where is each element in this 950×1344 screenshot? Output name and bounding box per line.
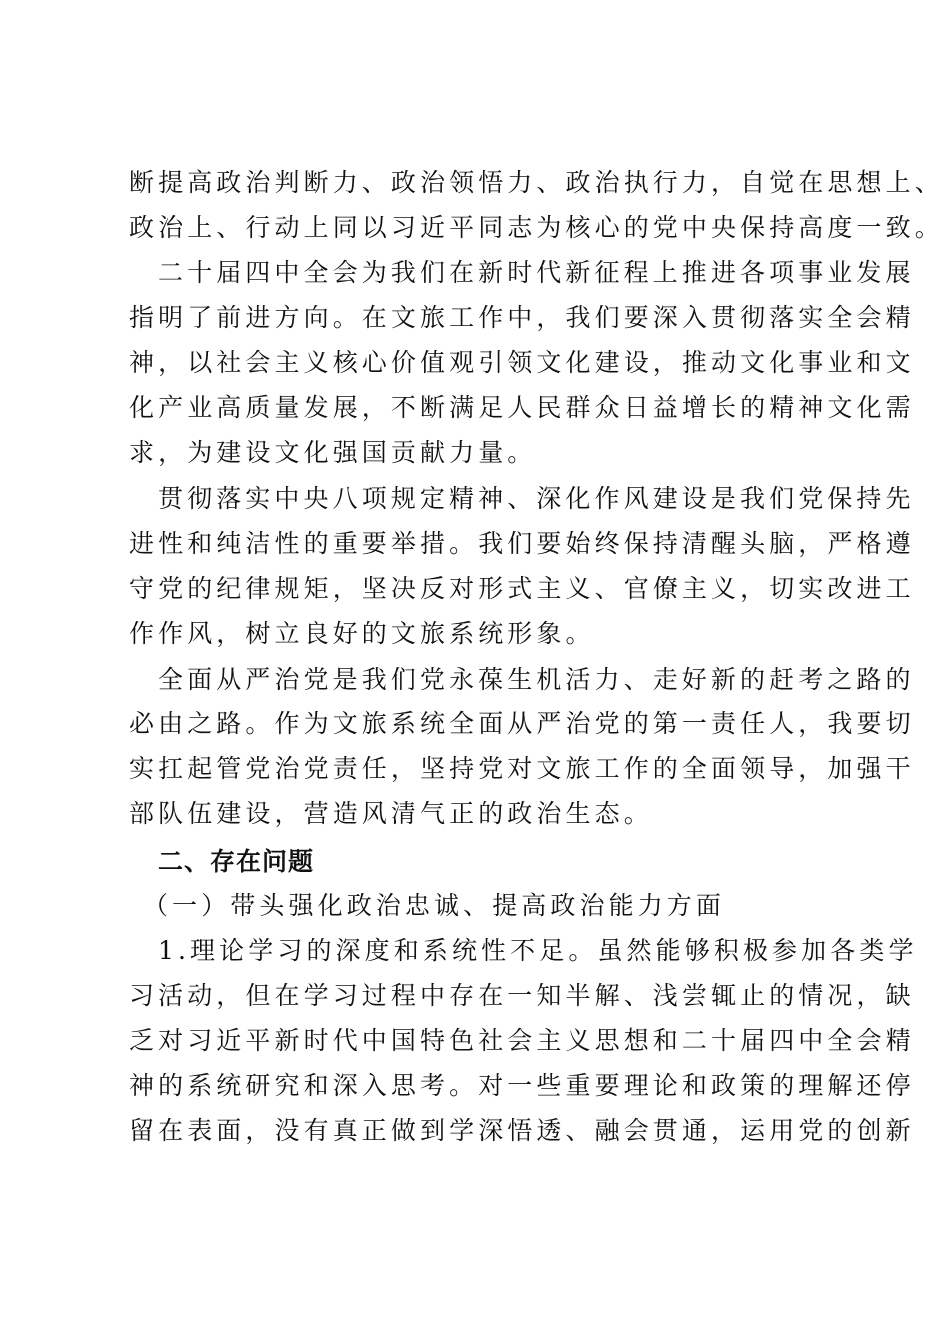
paragraph-line: 守党的纪律规矩，坚决反对形式主义、官僚主义，切实改进工	[129, 574, 915, 603]
paragraph-line: 进性和纯洁性的重要举措。我们要始终保持清醒头脑，严格遵	[129, 529, 915, 558]
subsection-heading: （一）带头强化政治忠诚、提高政治能力方面	[143, 891, 726, 920]
paragraph-line: 指明了前进方向。在文旅工作中，我们要深入贯彻落实全会精	[129, 303, 915, 332]
paragraph-line: 实扛起管党治党责任，坚持党对文旅工作的全面领导，加强干	[129, 754, 915, 783]
paragraph-first-line: 全面从严治党是我们党永葆生机活力、走好新的赶考之路的	[158, 665, 915, 694]
paragraph-line: 神，以社会主义核心价值观引领文化建设，推动文化事业和文	[129, 348, 915, 377]
paragraph-line: 断提高政治判断力、政治领悟力、政治执行力，自觉在思想上、	[129, 168, 944, 197]
paragraph-line: 乏对习近平新时代中国特色社会主义思想和二十届四中全会精	[129, 1026, 915, 1055]
paragraph-line: 求，为建设文化强国贡献力量。	[129, 438, 537, 467]
paragraph-line: 神的系统研究和深入思考。对一些重要理论和政策的理解还停	[129, 1071, 915, 1100]
paragraph-first-line: 二十届四中全会为我们在新时代新征程上推进各项事业发展	[158, 258, 915, 287]
paragraph-line: 政治上、行动上同以习近平同志为核心的党中央保持高度一致。	[129, 213, 944, 242]
paragraph-first-line: 1.理论学习的深度和系统性不足。虽然能够积极参加各类学	[158, 936, 918, 965]
paragraph-first-line: 贯彻落实中央八项规定精神、深化作风建设是我们党保持先	[158, 484, 915, 513]
paragraph-line: 作作风，树立良好的文旅系统形象。	[129, 619, 595, 648]
paragraph-line: 化产业高质量发展，不断满足人民群众日益增长的精神文化需	[129, 393, 915, 422]
paragraph-line: 必由之路。作为文旅系统全面从严治党的第一责任人，我要切	[129, 709, 915, 738]
paragraph-line: 部队伍建设，营造风清气正的政治生态。	[129, 799, 653, 828]
section-heading: 二、存在问题	[158, 847, 315, 876]
paragraph-line: 习活动，但在学习过程中存在一知半解、浅尝辄止的情况，缺	[129, 981, 915, 1010]
paragraph-line: 留在表面，没有真正做到学深悟透、融会贯通，运用党的创新	[129, 1116, 915, 1145]
